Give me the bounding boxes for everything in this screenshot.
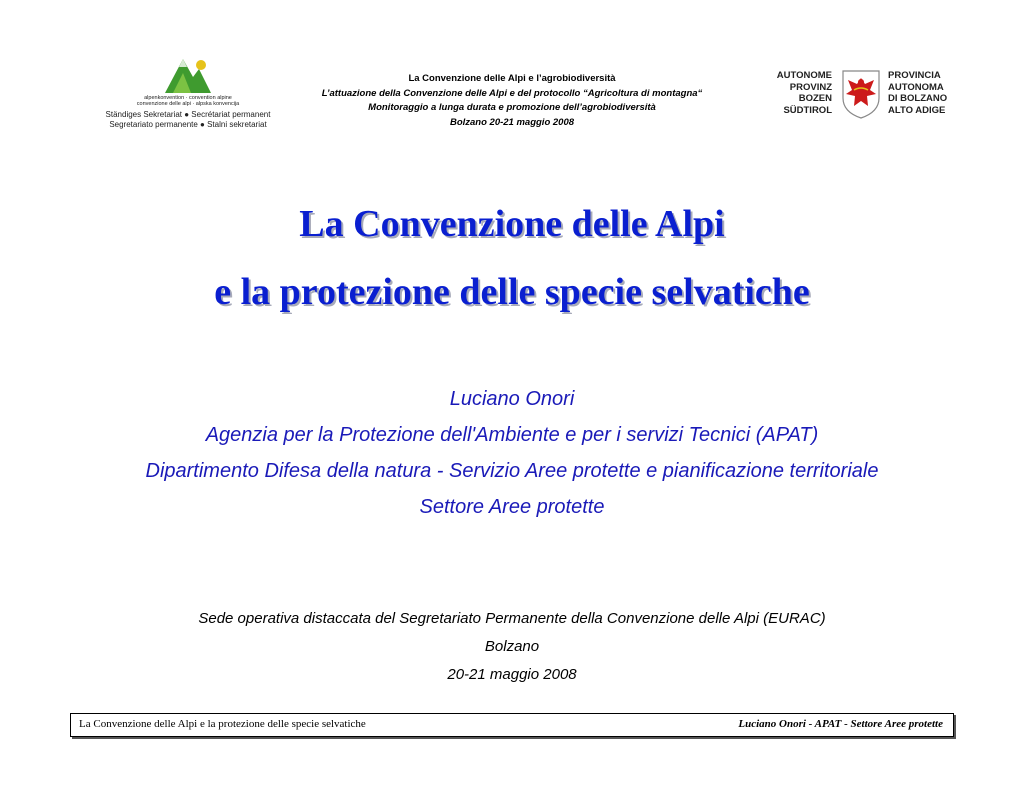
conference-topic: Monitoraggio a lunga durata e promozione dell’agrobiodiversità [368, 102, 656, 113]
province-line: ALTO ADIGE [888, 104, 946, 116]
venue-seat: Sede operativa distaccata del Segretariato Permanente della Convenzione delle Alpi (EURAC) [198, 610, 826, 627]
venue-city: Bolzano [484, 638, 540, 655]
province-line: AUTONOMA [888, 81, 944, 93]
eagle-shield-icon [840, 68, 882, 120]
footer-title: La Convenzione delle Alpi e la protezione delle specie selvatiche [79, 718, 366, 730]
footer-bar [70, 713, 954, 737]
author-department: Dipartimento Difesa della natura - Servizio Aree protette e pianificazione territoriale [145, 460, 879, 482]
province-line: AUTONOME [776, 70, 832, 81]
venue-dates: 20-21 maggio 2008 [447, 666, 577, 683]
footer-author: Luciano Onori - APAT - Settore Aree protette [738, 718, 943, 730]
province-line: PROVINCIA [888, 70, 941, 81]
conference-date: Bolzano 20-21 maggio 2008 [449, 116, 575, 128]
logo-text-line2: convenzione delle alpi · alpska konvencija [136, 101, 240, 107]
conference-title: La Convenzione delle Alpi e l’agrobiodiversità [408, 73, 616, 84]
alpine-convention-logo [88, 55, 288, 137]
presentation-title-line2: e la protezione delle specie selvatiche [214, 271, 810, 313]
presentation-title-line1: La Convenzione delle Alpi [299, 203, 725, 245]
province-logo [770, 68, 960, 124]
province-name-german [770, 70, 832, 116]
conference-header [300, 72, 724, 130]
province-name-italian [888, 70, 978, 116]
author-sector: Settore Aree protette [419, 496, 605, 518]
province-line: DI BOLZANO [888, 93, 948, 104]
province-line: PROVINZ [789, 81, 832, 93]
conference-subtitle: L’attuazione della Convenzione delle Alpi e del protocollo “Agricoltura di montagna“ [321, 87, 703, 99]
province-line: BOZEN [798, 93, 832, 104]
province-line: SÜDTIROL [783, 104, 832, 116]
author-name: Luciano Onori [449, 388, 575, 410]
logo-text-line4: Segretariato permanente ● Stalni sekretariat [109, 120, 267, 129]
logo-text-line3: Ständiges Sekretariat ● Secrétariat permanent [105, 110, 271, 119]
alpine-convention-logo-icon [163, 55, 213, 95]
logo-text-line1: alpenkonvention · convention alpine [144, 95, 232, 101]
author-agency: Agenzia per la Protezione dell'Ambiente e per i servizi Tecnici (APAT) [205, 424, 819, 446]
